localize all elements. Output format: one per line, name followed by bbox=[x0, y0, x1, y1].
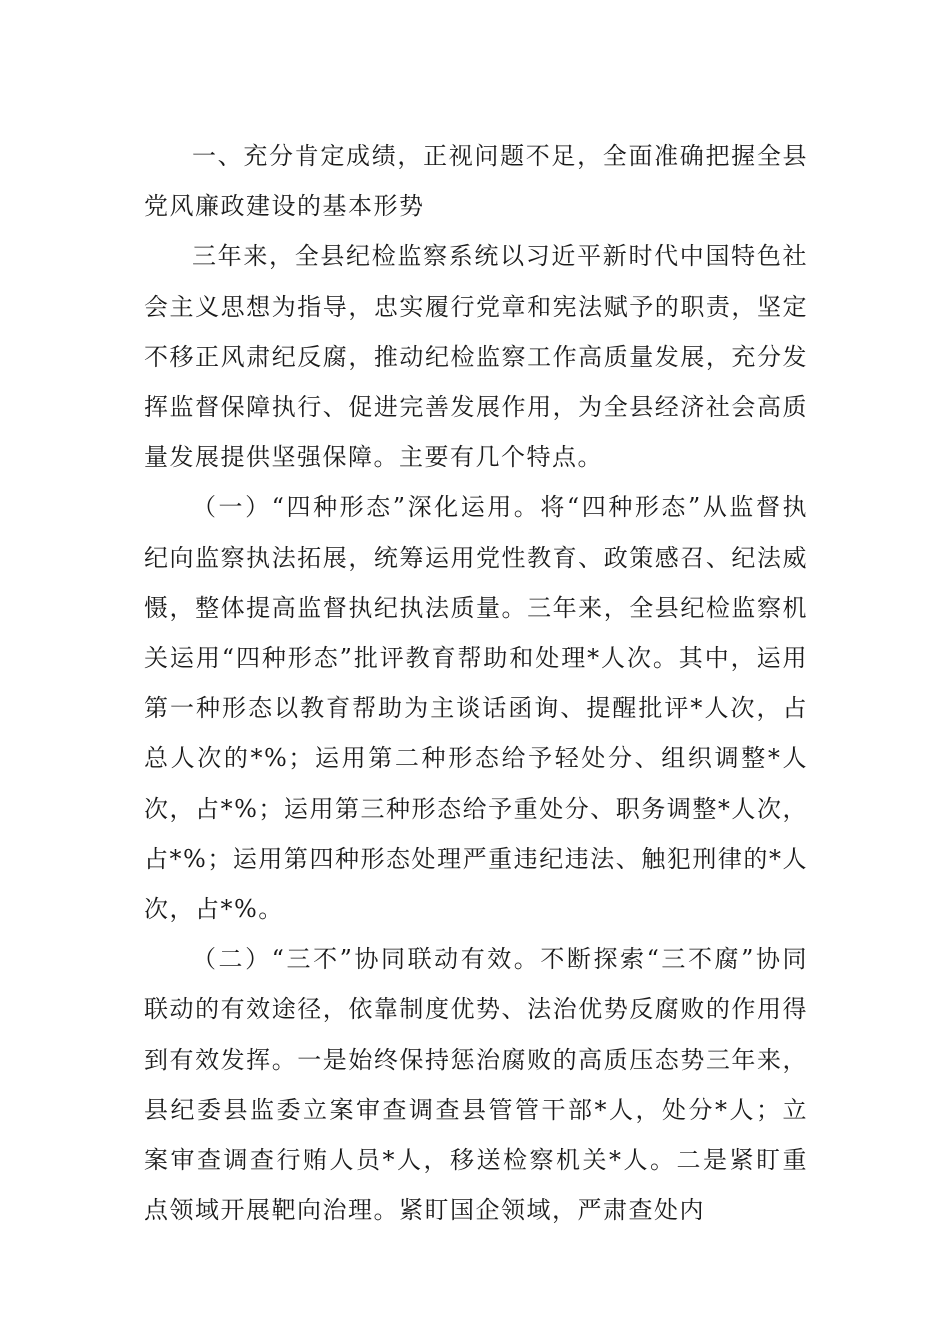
four-forms-paragraph: （一）“四种形态”深化运用。将“四种形态”从监督执纪向监察执法拓展，统筹运用党性教育、政策感召、纪法威慑，整体提高监督执纪执法质量。三年来，全县纪检监察机关运用“四种形态”批评教育帮助和处理*人次。其中，运用第一种形态以教育帮助为主谈话函询、提醒批评*人次，占总人次的*%；运用第二种形态给予轻处分、组织调整*人次，占*%；运用第三种形态给予重处分、职务调整*人次，占*%；运用第四种形态处理严重违纪违法、触犯刑律的*人次，占*%。 bbox=[144, 493, 808, 924]
intro-paragraph: 三年来，全县纪检监察系统以习近平新时代中国特色社会主义思想为指导，忠实履行党章和宪法赋予的职责，坚定不移正风肃纪反腐，推动纪检监察工作高质量发展，充分发挥监督保障执行、促进完善发展作用，为全县经济社会高质量发展提供坚强保障。主要有几个特点。 bbox=[144, 242, 808, 472]
three-nots-paragraph: （二）“三不”协同联动有效。不断探索“三不腐”协同联动的有效途径，依靠制度优势、法治优势反腐败的作用得到有效发挥。一是始终保持惩治腐败的高质压态势三年来，县纪委县监委立案审查调查县管管干部*人，处分*人；立案审查调查行贿人员*人，移送检察机关*人。二是紧盯重点领域开展靶向治理。紧盯国企领域，严肃查处内 bbox=[144, 945, 808, 1225]
section-heading: 一、充分肯定成绩，正视问题不足，全面准确把握全县党风廉政建设的基本形势 bbox=[144, 142, 808, 221]
document-body bbox=[144, 131, 808, 1235]
